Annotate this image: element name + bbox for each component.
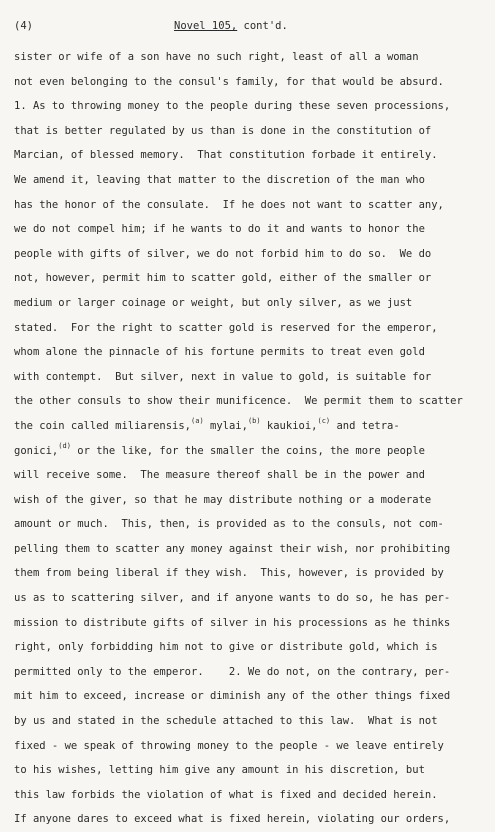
text-line: 1. As to throwing money to the people during these seven processions,	[14, 100, 451, 113]
text-line: we do not compel him; if he wants to do it and wants to honor the	[14, 223, 425, 236]
text-segment: the coin called miliarensis,	[14, 419, 192, 432]
text-line: If anyone dares to exceed what is fixed herein, violating our orders,	[14, 813, 451, 826]
text-line: not even belonging to the consul's family, for that would be absurd.	[14, 75, 444, 88]
text-line: not, however, permit him to scatter gold, either of the smaller or	[14, 272, 432, 285]
text-line: the other consuls to show their munificence. We permit them to scatter	[14, 395, 463, 408]
text-line: to his wishes, letting him give any amount in his discretion, but	[14, 764, 425, 777]
text-line: this law forbids the violation of what is fixed and decided herein.	[14, 788, 438, 801]
text-line: permitted only to the emperor. 2. We do not, on the contrary, per-	[14, 665, 451, 678]
footnote-marker: (c)	[317, 416, 331, 425]
text-line: has the honor of the consulate. If he does not want to scatter any,	[14, 198, 444, 211]
page-number: (4)	[14, 20, 33, 32]
text-line: pelling them to scatter any money against their wish, nor prohibiting	[14, 542, 451, 555]
text-line: by us and stated in the schedule attached to this law. What is not	[14, 715, 438, 728]
page-header	[0, 20, 495, 36]
text-line: mission to distribute gifts of silver in his processions as he thinks	[14, 616, 451, 629]
text-line: people with gifts of silver, we do not forbid him to do so. We do	[14, 247, 432, 260]
text-line: right, only forbidding him not to give or distribute gold, which is	[14, 641, 438, 654]
text-segment: or the like, for the smaller the coins, the more people	[70, 444, 425, 457]
text-line: mit him to exceed, increase or diminish any of the other things fixed	[14, 690, 451, 703]
text-line: that is better regulated by us than is done in the constitution of	[14, 124, 432, 137]
footnote-marker: (b)	[247, 416, 261, 425]
novel-title: Novel 105,	[174, 20, 238, 32]
text-line	[14, 414, 484, 439]
text-line: fixed - we speak of throwing money to the people - we leave entirely	[14, 739, 444, 752]
text-segment: kaukioi,	[260, 419, 318, 432]
text-line: wish of the giver, so that he may distribute nothing or a moderate	[14, 493, 432, 506]
text-line: them from being liberal if they wish. This, however, is provided by	[14, 567, 444, 580]
page-title	[174, 20, 288, 32]
text-line: whom alone the pinnacle of his fortune permits to treat even gold	[14, 346, 425, 359]
text-line	[14, 439, 484, 464]
document-body	[14, 45, 484, 832]
text-line: sister or wife of a son have no such right, least of all a woman	[14, 51, 419, 63]
text-segment: mylai,	[203, 419, 248, 432]
text-line: Marcian, of blessed memory. That constitution forbade it entirely.	[14, 149, 438, 162]
text-line: amount or much. This, then, is provided as to the consuls, not com-	[14, 518, 444, 531]
footnote-marker: (d)	[58, 441, 71, 450]
footnote-marker: (a)	[191, 416, 204, 425]
text-line: We amend it, leaving that matter to the discretion of the man who	[14, 173, 425, 186]
text-segment: gonici,	[14, 444, 59, 457]
text-line: will receive some. The measure thereof shall be in the power and	[14, 469, 425, 482]
text-segment: and tetra-	[330, 419, 400, 432]
text-line: medium or larger coinage or weight, but only silver, as we just	[14, 296, 413, 309]
text-line: with contempt. But silver, next in value to gold, is suitable for	[14, 370, 432, 383]
title-continued: cont'd.	[237, 20, 288, 32]
text-line: us as to scattering silver, and if anyone wants to do so, he has per-	[14, 592, 451, 605]
text-line: stated. For the right to scatter gold is reserved for the emperor,	[14, 321, 438, 334]
